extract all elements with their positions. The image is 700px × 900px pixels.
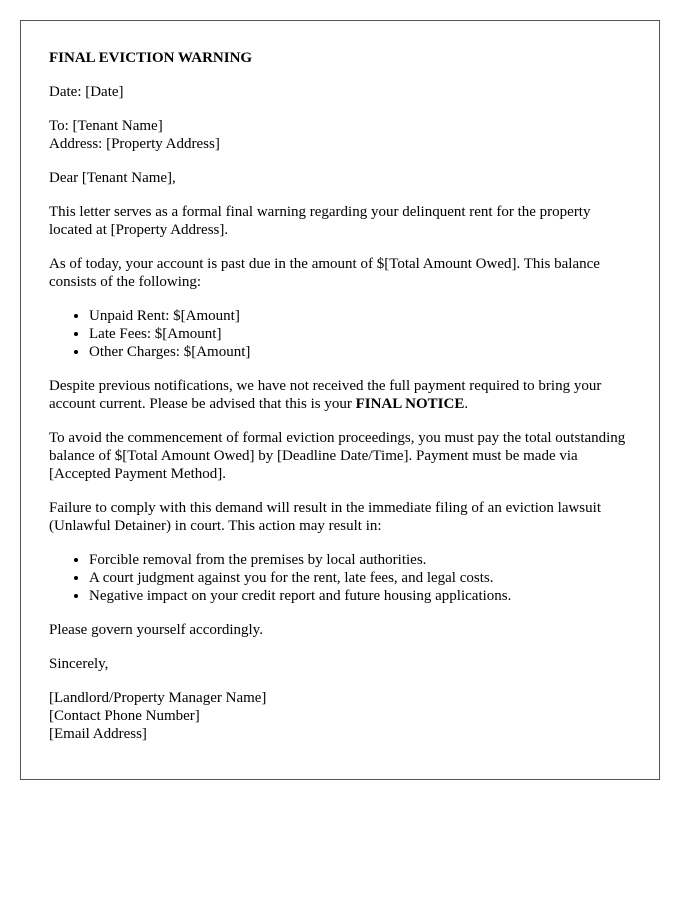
list-item: • Negative impact on your credit report and future housing applications. — [89, 587, 631, 605]
signature-name: [Landlord/Property Manager Name] — [49, 690, 267, 706]
list-item: • Forcible removal from the premises by local authorities. — [89, 551, 631, 569]
recipient-address: Address: [Property Address] — [49, 136, 220, 152]
charges-list — [49, 307, 631, 361]
paragraph-final-notice — [49, 377, 631, 413]
list-item: • Other Charges: $[Amount] — [89, 343, 631, 361]
paragraph-payment-demand: To avoid the commencement of formal eviction proceedings, you must pay the total outstanding balance of $[Total Amount Owed] by [Deadline Date/Time]. Payment must be made via [Accepted Payment Method]. — [49, 430, 626, 482]
paragraph-warning: This letter serves as a formal final warning regarding your delinquent rent for the property located at [Property Address]. — [49, 204, 591, 238]
recipient-to: To: [Tenant Name] — [49, 118, 163, 134]
letter-date: Date: [Date] — [49, 84, 124, 100]
list-item: • Unpaid Rent: $[Amount] — [89, 307, 631, 325]
salutation: Dear [Tenant Name], — [49, 170, 176, 186]
list-item: • Late Fees: $[Amount] — [89, 325, 631, 343]
list-item: • A court judgment against you for the rent, late fees, and legal costs. — [89, 569, 631, 587]
final-notice-end: . — [464, 396, 469, 412]
letter-title: FINAL EVICTION WARNING — [49, 50, 253, 66]
signature-block — [49, 689, 631, 743]
signature-phone: [Contact Phone Number] — [49, 708, 200, 724]
signature-email: [Email Address] — [49, 726, 147, 742]
recipient-block — [49, 117, 631, 153]
final-notice-emphasis: FINAL NOTICE — [355, 396, 465, 412]
paragraph-consequences-intro: Failure to comply with this demand will result in the immediate filing of an eviction lawsuit (Unlawful Detainer) in court. This action may result in: — [49, 500, 601, 534]
consequences-list — [49, 551, 631, 605]
letter-page — [20, 20, 660, 780]
paragraph-balance: As of today, your account is past due in the amount of $[Total Amount Owed]. This balance consists of the following: — [49, 256, 600, 290]
paragraph-govern: Please govern yourself accordingly. — [49, 622, 263, 638]
final-notice-text: Despite previous notifications, we have not received the full payment required to bring your account current. Please be advised that this is your — [49, 378, 602, 412]
closing: Sincerely, — [49, 656, 109, 672]
